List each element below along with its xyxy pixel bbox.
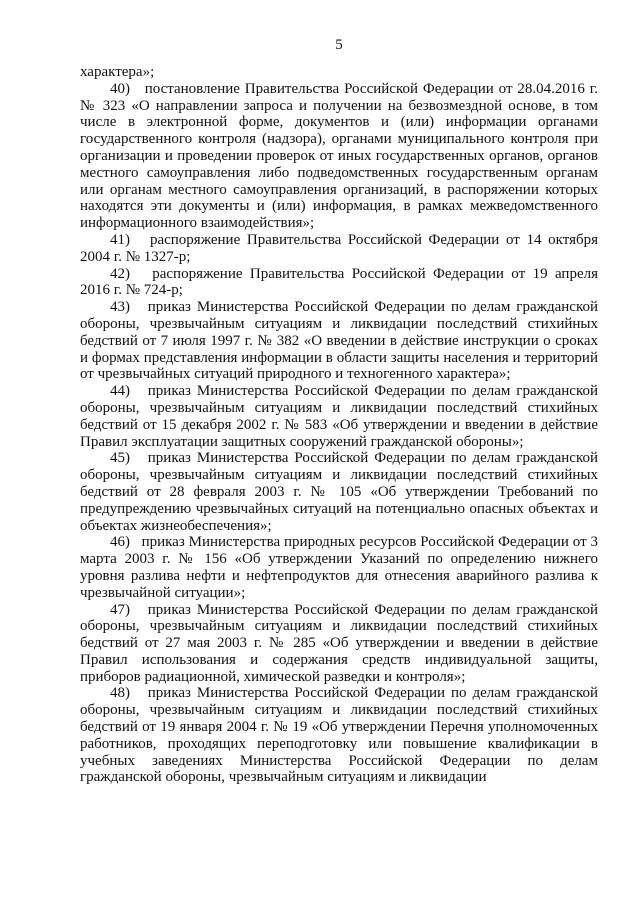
list-item-48	[80, 685, 598, 786]
list-item-text: приказ Министерства Российской Федерации по делам гражданской обороны, чрезвычайным ситуациям и ликвидации последствий стихийных бедствий от 19 января 2004 г. № 19 «Об утверждении Перечня уполномоченных работников, проходящих переподготовку или повышение квалификации в учебных заведениях Министерства Российской Федерации по делам гражданской обороны, чрезвычайным ситуациям и ликвидации	[80, 685, 598, 786]
list-item-number: 43)	[110, 299, 130, 316]
list-item-number: 45)	[110, 450, 130, 467]
list-item-number: 41)	[110, 231, 130, 248]
list-item-number: 46)	[110, 534, 130, 551]
list-item-continuation	[80, 64, 598, 81]
list-item-46	[80, 534, 598, 601]
list-item-text: распоряжение Правительства Российской Федерации от 14 октября 2004 г. № 1327-р;	[80, 231, 599, 265]
list-item-number: 44)	[110, 383, 130, 400]
list-item-41	[80, 232, 598, 266]
list-item-text: характера»;	[80, 64, 155, 80]
document-page	[80, 36, 598, 786]
list-item-number: 42)	[110, 265, 130, 282]
list-item-number: 40)	[110, 80, 130, 97]
list-item-44	[80, 383, 598, 450]
list-item-text: распоряжение Правительства Российской Федерации от 19 апреля 2016 г. № 724-р;	[80, 265, 599, 299]
list-item-43	[80, 299, 598, 383]
list-item-47	[80, 602, 598, 686]
list-item-text: приказ Министерства Российской Федерации по делам гражданской обороны, чрезвычайным ситуациям и ликвидации последствий стихийных бедствий от 15 декабря 2002 г. № 583 «Об утверждении и введении в действие Правил эксплуатации защитных сооружений гражданской обороны»;	[80, 383, 598, 450]
list-item-text: приказ Министерства Российской Федерации по делам гражданской обороны, чрезвычайным ситуациям и ликвидации последствий стихийных бедствий от 27 мая 2003 г. № 285 «Об утверждении и введении в действие Правил использования и содержания средств индивидуальной защиты, приборов радиационной, химической разведки и контроля»;	[80, 601, 598, 685]
list-item-text: приказ Министерства Российской Федерации по делам гражданской обороны, чрезвычайным ситуациям и ликвидации последствий стихийных бедствий от 7 июля 1997 г. № 382 «О введении в действие инструкции о сроках и формах представления информации в области защиты населения и территорий от чрезвычайных ситуаций природного и техногенного характера»;	[80, 299, 598, 383]
list-item-text: приказ Министерства Российской Федерации по делам гражданской обороны, чрезвычайным ситуациям и ликвидации последствий стихийных бедствий от 28 февраля 2003 г. № 105 «Об утверждении Требований по предупреждению чрезвычайных ситуаций на потенциально опасных объектах и объектах жизнеобеспечения»;	[80, 450, 598, 534]
list-item-40	[80, 81, 598, 232]
list-item-number: 47)	[110, 601, 130, 618]
list-item-number: 48)	[110, 685, 130, 702]
page-number: 5	[335, 37, 343, 53]
list-item-text: постановление Правительства Российской Федерации от 28.04.2016 г. № 323 «О направлении запроса и получении на безвозмездной основе, в том числе в электронной форме, документов и (или) информации органами государственного контроля (надзора), органами муниципального контроля при организации и проведении проверок от иных государственных органов, органов местного самоуправления либо подведомственных государственным органам или органам местного самоуправления организаций, в распоряжении которых находятся эти документы и (или) информация, в рамках межведомственного информационного взаимодействия»;	[80, 80, 598, 232]
list-item-42	[80, 266, 598, 300]
list-item-text: приказ Министерства природных ресурсов Российской Федерации от 3 марта 2003 г. № 156 «Об утверждении Указаний по определению нижнего уровня разлива нефти и нефтепродуктов для отнесения аварийного разлива к чрезвычайной ситуации»;	[80, 534, 598, 601]
list-item-45	[80, 450, 598, 534]
